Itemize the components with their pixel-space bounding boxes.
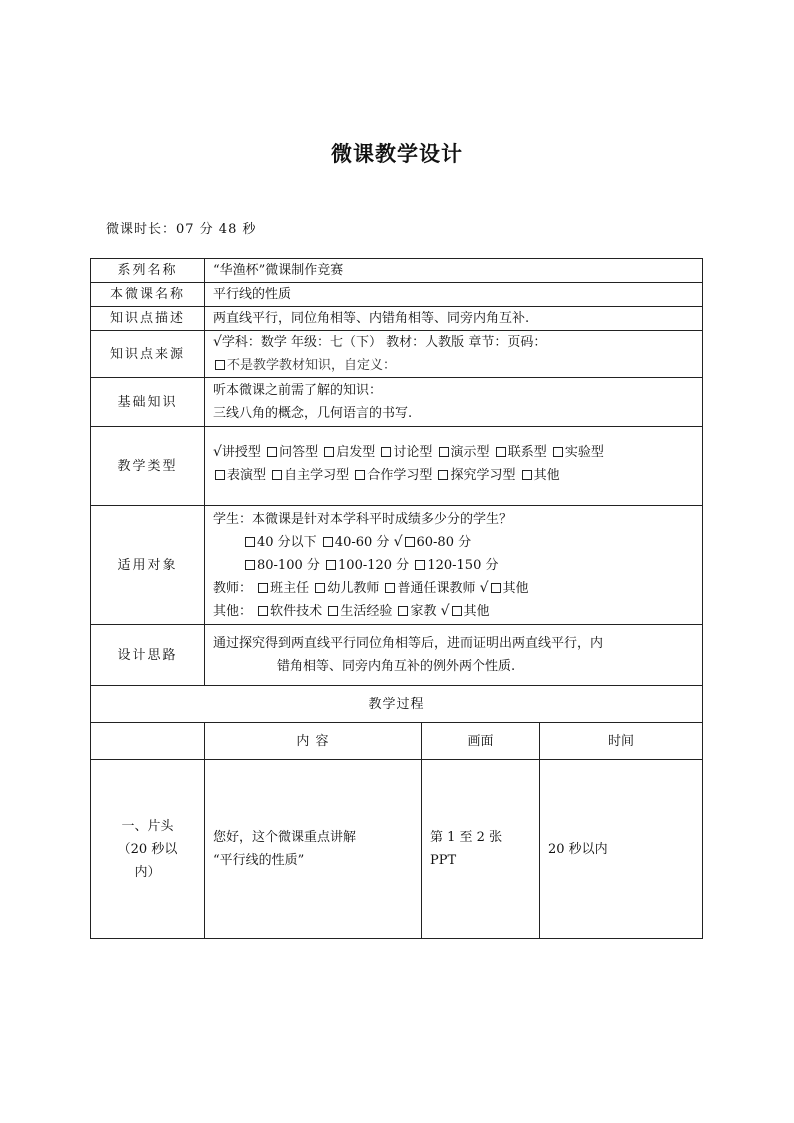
process-col-time: 时间 xyxy=(540,723,703,760)
label-type: 教学类型 xyxy=(91,427,205,506)
value-source xyxy=(205,331,703,378)
process-col-screen: 画面 xyxy=(422,723,540,760)
label-design: 设计思路 xyxy=(91,625,205,686)
source-line-2: 不是教学教材知识，自定义： xyxy=(213,354,694,377)
value-type xyxy=(205,427,703,506)
row-basic xyxy=(91,378,703,427)
checkbox-icon[interactable] xyxy=(522,470,532,480)
checkbox-icon[interactable] xyxy=(385,583,395,593)
checkbox-icon[interactable] xyxy=(215,470,225,480)
label-basic: 基础知识 xyxy=(91,378,205,427)
checkbox-icon[interactable] xyxy=(245,560,255,570)
label-series: 系列名称 xyxy=(91,259,205,283)
score-line-2: 80-100 分 100-120 分 120-150 分 xyxy=(213,554,694,577)
value-name: 平行线的性质 xyxy=(205,283,703,307)
check-mark-icon: √ xyxy=(213,334,222,350)
checkbox-icon[interactable] xyxy=(355,470,365,480)
checkbox-icon[interactable] xyxy=(405,537,415,547)
row-process-header xyxy=(91,686,703,723)
basic-line-1: 听本微课之前需了解的知识： xyxy=(213,383,383,398)
row-knowledge xyxy=(91,307,703,331)
checkbox-icon[interactable] xyxy=(438,470,448,480)
design-table xyxy=(90,258,703,939)
checkbox-icon[interactable] xyxy=(258,606,268,616)
checkbox-icon[interactable] xyxy=(496,447,506,457)
page-title: 微课教学设计 xyxy=(331,142,463,166)
checkbox-icon[interactable] xyxy=(439,447,449,457)
label-audience: 适用对象 xyxy=(91,506,205,625)
type-line-1: √讲授型 问答型 启发型 讨论型 演示型 联系型 实验型 xyxy=(213,444,604,460)
value-audience xyxy=(205,506,703,625)
type-line-2: 表演型 自主学习型 合作学习型 探究学习型 其他 xyxy=(213,464,694,487)
checkbox-icon[interactable] xyxy=(452,606,462,616)
basic-line-2: 三线八角的概念，几何语言的书写. xyxy=(213,406,413,421)
step1-time: 20 秒以内 xyxy=(540,760,703,939)
process-col-content: 内 容 xyxy=(205,723,422,760)
checkbox-icon[interactable] xyxy=(215,360,225,370)
label-knowledge: 知识点描述 xyxy=(91,307,205,331)
row-design xyxy=(91,625,703,686)
source-line-1: √学科：数学 年级：七（下） 教材：人教版 章节：页码： xyxy=(213,334,547,350)
duration-text: 微课时长：07 分 48 秒 xyxy=(106,222,257,237)
checkbox-icon[interactable] xyxy=(323,537,333,547)
row-audience xyxy=(91,506,703,625)
value-knowledge: 两直线平行，同位角相等、内错角相等、同旁内角互补. xyxy=(205,307,703,331)
score-line-1: 40 分以下 40-60 分 √ 60-80 分 xyxy=(213,531,694,554)
row-name xyxy=(91,283,703,307)
other-line: 其他： 软件技术 生活经验 家教 √ 其他 xyxy=(213,602,490,619)
design-line-1: 通过探究得到两直线平行同位角相等后，进而证明出两直线平行，内 xyxy=(213,636,604,651)
checkbox-icon[interactable] xyxy=(553,447,563,457)
check-mark-icon: √ xyxy=(440,602,450,619)
process-header: 教学过程 xyxy=(91,686,703,723)
checkbox-icon[interactable] xyxy=(267,447,277,457)
value-basic xyxy=(205,378,703,427)
check-mark-icon: √ xyxy=(213,444,222,460)
checkbox-icon[interactable] xyxy=(491,583,501,593)
row-process-columns xyxy=(91,723,703,760)
checkbox-icon[interactable] xyxy=(272,470,282,480)
checkbox-icon[interactable] xyxy=(415,560,425,570)
design-line-2: 错角相等、同旁内角互补的例外两个性质. xyxy=(277,659,516,674)
checkbox-icon[interactable] xyxy=(315,583,325,593)
step1-name: 一、片头 （20 秒以 内） xyxy=(91,760,205,939)
check-mark-icon: √ xyxy=(393,533,403,550)
value-design xyxy=(205,625,703,686)
step1-content: 您好，这个微课重点讲解 “平行线的性质” xyxy=(205,760,422,939)
checkbox-icon[interactable] xyxy=(328,606,338,616)
row-source xyxy=(91,331,703,378)
process-col-empty xyxy=(91,723,205,760)
check-mark-icon: √ xyxy=(479,579,489,596)
row-type xyxy=(91,427,703,506)
checkbox-icon[interactable] xyxy=(326,560,336,570)
step1-screen: 第 1 至 2 张 PPT xyxy=(422,760,540,939)
checkbox-icon[interactable] xyxy=(324,447,334,457)
checkbox-icon[interactable] xyxy=(245,537,255,547)
checkbox-icon[interactable] xyxy=(398,606,408,616)
checkbox-icon[interactable] xyxy=(258,583,268,593)
checkbox-icon[interactable] xyxy=(381,447,391,457)
teacher-line: 教师： 班主任 幼儿教师 普通任课教师 √ 其他 xyxy=(213,579,529,596)
value-series: “华渔杯”微课制作竞赛 xyxy=(205,259,703,283)
row-process-step-1 xyxy=(91,760,703,939)
label-name: 本微课名称 xyxy=(91,283,205,307)
row-series xyxy=(91,259,703,283)
audience-student-question: 学生：本微课是针对本学科平时成绩多少分的学生？ xyxy=(213,511,513,527)
label-source: 知识点来源 xyxy=(91,331,205,378)
